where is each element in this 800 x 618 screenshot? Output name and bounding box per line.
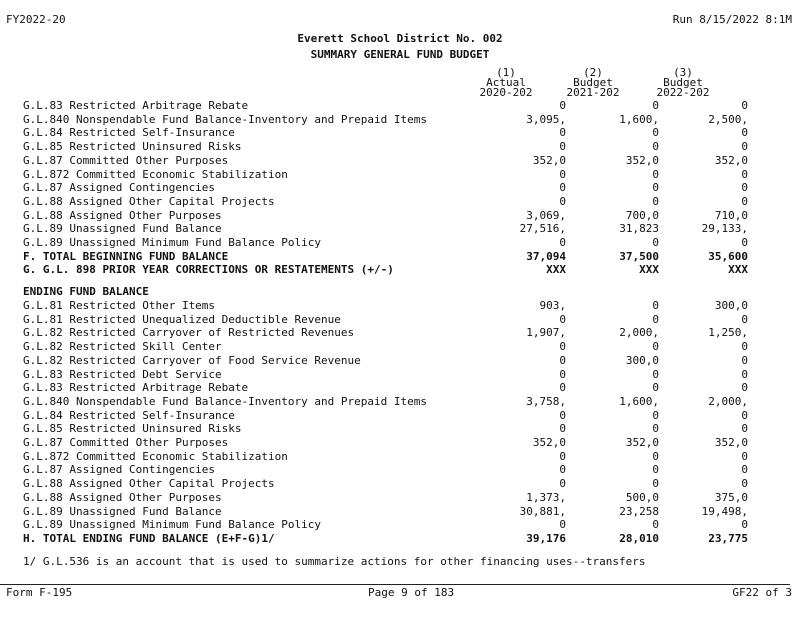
- budget-value: 0: [652, 99, 659, 112]
- actual-value: 0: [559, 181, 566, 195]
- table-row: [23, 505, 783, 518]
- footer-rule: [0, 584, 790, 585]
- page-number: Page 9 of 183: [368, 586, 455, 599]
- table-row: [23, 113, 783, 126]
- budget-next-value: 0: [741, 167, 748, 181]
- row-label: G.L.85 Restricted Uninsured Risks: [23, 140, 242, 154]
- column-type: Budget: [573, 76, 613, 89]
- budget-next-value: 2,000,: [708, 394, 748, 408]
- actual-value: 0: [559, 99, 566, 112]
- column-number: (3): [673, 66, 693, 79]
- table-row: [23, 313, 783, 326]
- column-year: 2022-202: [656, 86, 710, 99]
- actual-value: 1,907,: [526, 326, 566, 340]
- table-row: [23, 154, 783, 167]
- actual-value: 0: [559, 353, 566, 367]
- actual-value: 3,758,: [526, 394, 566, 408]
- actual-value: 1,373,: [526, 490, 566, 504]
- budget-value: 0: [652, 236, 659, 249]
- row-label: H. TOTAL ENDING FUND BALANCE (E+F-G)1/: [23, 531, 275, 545]
- actual-value: 30,881,: [519, 504, 566, 518]
- row-label: G.L.82 Restricted Skill Center: [23, 340, 222, 354]
- column-number: (2): [583, 66, 603, 79]
- actual-value: 0: [559, 312, 566, 326]
- budget-value: 28,010: [619, 531, 659, 545]
- row-label: G.L.82 Restricted Carryover of Restricted Revenues: [23, 326, 355, 340]
- budget-value: 1,600,: [619, 394, 659, 408]
- budget-next-value: 1,250,: [708, 326, 748, 340]
- fiscal-year-label: FY2022-20: [6, 13, 66, 26]
- row-label: G.L.872 Committed Economic Stabilization: [23, 167, 288, 181]
- row-label: G.L.88 Assigned Other Capital Projects: [23, 194, 275, 208]
- table-row: [23, 126, 783, 139]
- row-label: G.L.81 Restricted Other Items: [23, 299, 216, 312]
- row-label: G.L.88 Assigned Other Purposes: [23, 208, 222, 222]
- table-row: [23, 168, 783, 181]
- row-label: G.L.89 Unassigned Minimum Fund Balance Policy: [23, 236, 322, 249]
- row-label: G.L.82 Restricted Carryover of Food Service Revenue: [23, 353, 361, 367]
- actual-value: 0: [559, 126, 566, 140]
- column-year: 2021-202: [566, 86, 620, 99]
- budget-next-value: 0: [741, 463, 748, 477]
- table-row: [23, 450, 783, 463]
- actual-value: 0: [559, 140, 566, 154]
- budget-value: 1,600,: [619, 112, 659, 126]
- budget-value: XXX: [639, 263, 659, 277]
- budget-next-value: 0: [741, 367, 748, 381]
- budget-next-value: 0: [741, 353, 748, 367]
- table-row: [23, 354, 783, 367]
- budget-next-value: 0: [741, 408, 748, 422]
- budget-next-value: 300,0: [714, 299, 748, 312]
- budget-next-value: 0: [741, 518, 748, 532]
- budget-value: 500,0: [625, 490, 659, 504]
- total-row: [23, 263, 783, 276]
- table-row: [23, 195, 783, 208]
- budget-next-value: 0: [741, 477, 748, 491]
- table-row: [23, 463, 783, 476]
- budget-next-value: 0: [741, 449, 748, 463]
- budget-value: 0: [652, 194, 659, 208]
- actual-value: 903,: [539, 299, 566, 312]
- table-row: [23, 491, 783, 504]
- actual-value: 0: [559, 422, 566, 436]
- actual-value: 0: [559, 477, 566, 491]
- row-label: G.L.88 Assigned Other Purposes: [23, 490, 222, 504]
- table-row: [23, 222, 783, 235]
- row-label: G.L.84 Restricted Self-Insurance: [23, 126, 235, 140]
- budget-value: 2,000,: [619, 326, 659, 340]
- row-label: G.L.85 Restricted Uninsured Risks: [23, 422, 242, 436]
- column-number: (1): [496, 66, 516, 79]
- actual-value: 0: [559, 236, 566, 249]
- budget-next-value: 352,0: [714, 436, 748, 449]
- budget-next-value: XXX: [728, 263, 748, 277]
- budget-value: 0: [652, 422, 659, 436]
- run-date-label: Run 8/15/2022 8:1M: [672, 13, 792, 26]
- column-year: 2020-202: [479, 86, 533, 99]
- actual-value: 0: [559, 518, 566, 532]
- budget-next-value: 0: [741, 126, 748, 140]
- row-label: G.L.87 Assigned Contingencies: [23, 181, 216, 195]
- budget-value: 352,0: [625, 153, 659, 167]
- table-row: [23, 477, 783, 490]
- report-title: SUMMARY GENERAL FUND BUDGET: [310, 48, 490, 61]
- table-row: [23, 99, 783, 112]
- budget-next-value: 0: [741, 340, 748, 354]
- actual-value: 352,0: [532, 436, 566, 449]
- budget-value: 37,500: [619, 249, 659, 263]
- actual-value: 0: [559, 408, 566, 422]
- row-label: G. G.L. 898 PRIOR YEAR CORRECTIONS OR RESTATEMENTS (+/-): [23, 263, 394, 277]
- row-label: G.L.872 Committed Economic Stabilization: [23, 449, 288, 463]
- row-label: G.L.87 Committed Other Purposes: [23, 436, 229, 449]
- table-row: [23, 326, 783, 339]
- table-row: [23, 181, 783, 194]
- actual-value: 37,094: [526, 249, 566, 263]
- actual-value: 3,069,: [526, 208, 566, 222]
- table-row: [23, 518, 783, 531]
- total-row: [23, 250, 783, 263]
- row-label: G.L.89 Unassigned Fund Balance: [23, 222, 222, 236]
- table-row: [23, 236, 783, 249]
- table-row: [23, 409, 783, 422]
- budget-next-value: 2,500,: [708, 112, 748, 126]
- budget-next-value: 0: [741, 381, 748, 395]
- budget-value: 300,0: [625, 353, 659, 367]
- table-row: [23, 381, 783, 394]
- row-label: G.L.84 Restricted Self-Insurance: [23, 408, 235, 422]
- actual-value: 0: [559, 340, 566, 354]
- budget-next-value: 352,0: [714, 153, 748, 167]
- table-row: [23, 436, 783, 449]
- budget-value: 0: [652, 477, 659, 491]
- actual-value: 0: [559, 381, 566, 395]
- column-header-budget-1: [553, 68, 633, 98]
- budget-value: 0: [652, 367, 659, 381]
- footnote: 1/ G.L.536 is an account that is used to summarize actions for other financing uses--transfers: [23, 555, 646, 568]
- budget-value: 0: [652, 518, 659, 532]
- budget-value: 0: [652, 340, 659, 354]
- actual-value: 27,516,: [519, 222, 566, 236]
- column-header-budget-2: [643, 68, 723, 98]
- district-title: Everett School District No. 002: [297, 32, 503, 45]
- actual-value: 0: [559, 194, 566, 208]
- table-row: [23, 340, 783, 353]
- budget-value: 23,258: [619, 504, 659, 518]
- actual-value: 0: [559, 367, 566, 381]
- row-label: G.L.87 Assigned Contingencies: [23, 463, 216, 477]
- form-code: GF22 of 3: [732, 586, 792, 599]
- form-number: Form F-195: [6, 586, 73, 599]
- budget-value: 0: [652, 140, 659, 154]
- row-label: G.L.83 Restricted Debt Service: [23, 367, 222, 381]
- row-label: G.L.840 Nonspendable Fund Balance-Inventory and Prepaid Items: [23, 394, 427, 408]
- row-label: G.L.88 Assigned Other Capital Projects: [23, 477, 275, 491]
- budget-value: 31,823: [619, 222, 659, 236]
- budget-value: 0: [652, 381, 659, 395]
- actual-value: 0: [559, 449, 566, 463]
- budget-next-value: 0: [741, 181, 748, 195]
- row-label: G.L.87 Committed Other Purposes: [23, 153, 229, 167]
- column-type: Actual: [486, 76, 526, 89]
- actual-value: 0: [559, 167, 566, 181]
- row-label: G.L.840 Nonspendable Fund Balance-Inventory and Prepaid Items: [23, 112, 427, 126]
- actual-value: 39,176: [526, 531, 566, 545]
- budget-next-value: 0: [741, 140, 748, 154]
- table-row: [23, 209, 783, 222]
- budget-next-value: 0: [741, 99, 748, 112]
- budget-next-value: 23,775: [708, 531, 748, 545]
- actual-value: XXX: [546, 263, 566, 277]
- budget-value: 0: [652, 463, 659, 477]
- budget-value: 0: [652, 408, 659, 422]
- budget-value: 0: [652, 299, 659, 312]
- actual-value: 352,0: [532, 153, 566, 167]
- budget-next-value: 35,600: [708, 249, 748, 263]
- total-row: [23, 532, 783, 545]
- budget-next-value: 0: [741, 312, 748, 326]
- table-row: [23, 368, 783, 381]
- actual-value: 0: [559, 463, 566, 477]
- row-label: G.L.89 Unassigned Minimum Fund Balance Policy: [23, 518, 322, 532]
- row-label: G.L.81 Restricted Unequalized Deductible Revenue: [23, 312, 341, 326]
- section-heading: ENDING FUND BALANCE: [23, 285, 149, 298]
- budget-value: 0: [652, 126, 659, 140]
- row-label: F. TOTAL BEGINNING FUND BALANCE: [23, 249, 229, 263]
- column-header-actual: [466, 68, 546, 98]
- row-label: G.L.83 Restricted Arbitrage Rebate: [23, 381, 249, 395]
- table-row: [23, 422, 783, 435]
- budget-next-value: 0: [741, 194, 748, 208]
- budget-value: 0: [652, 167, 659, 181]
- table-row: [23, 299, 783, 312]
- budget-value: 700,0: [625, 208, 659, 222]
- row-label: G.L.89 Unassigned Fund Balance: [23, 504, 222, 518]
- budget-next-value: 710,0: [714, 208, 748, 222]
- budget-next-value: 375,0: [714, 490, 748, 504]
- budget-next-value: 29,133,: [701, 222, 748, 236]
- budget-next-value: 0: [741, 236, 748, 249]
- table-row: [23, 395, 783, 408]
- budget-next-value: 0: [741, 422, 748, 436]
- budget-value: 0: [652, 181, 659, 195]
- actual-value: 3,095,: [526, 112, 566, 126]
- row-label: G.L.83 Restricted Arbitrage Rebate: [23, 99, 249, 112]
- table-row: [23, 140, 783, 153]
- budget-value: 0: [652, 312, 659, 326]
- budget-next-value: 19,498,: [701, 504, 748, 518]
- budget-value: 0: [652, 449, 659, 463]
- budget-value: 352,0: [625, 436, 659, 449]
- column-type: Budget: [663, 76, 703, 89]
